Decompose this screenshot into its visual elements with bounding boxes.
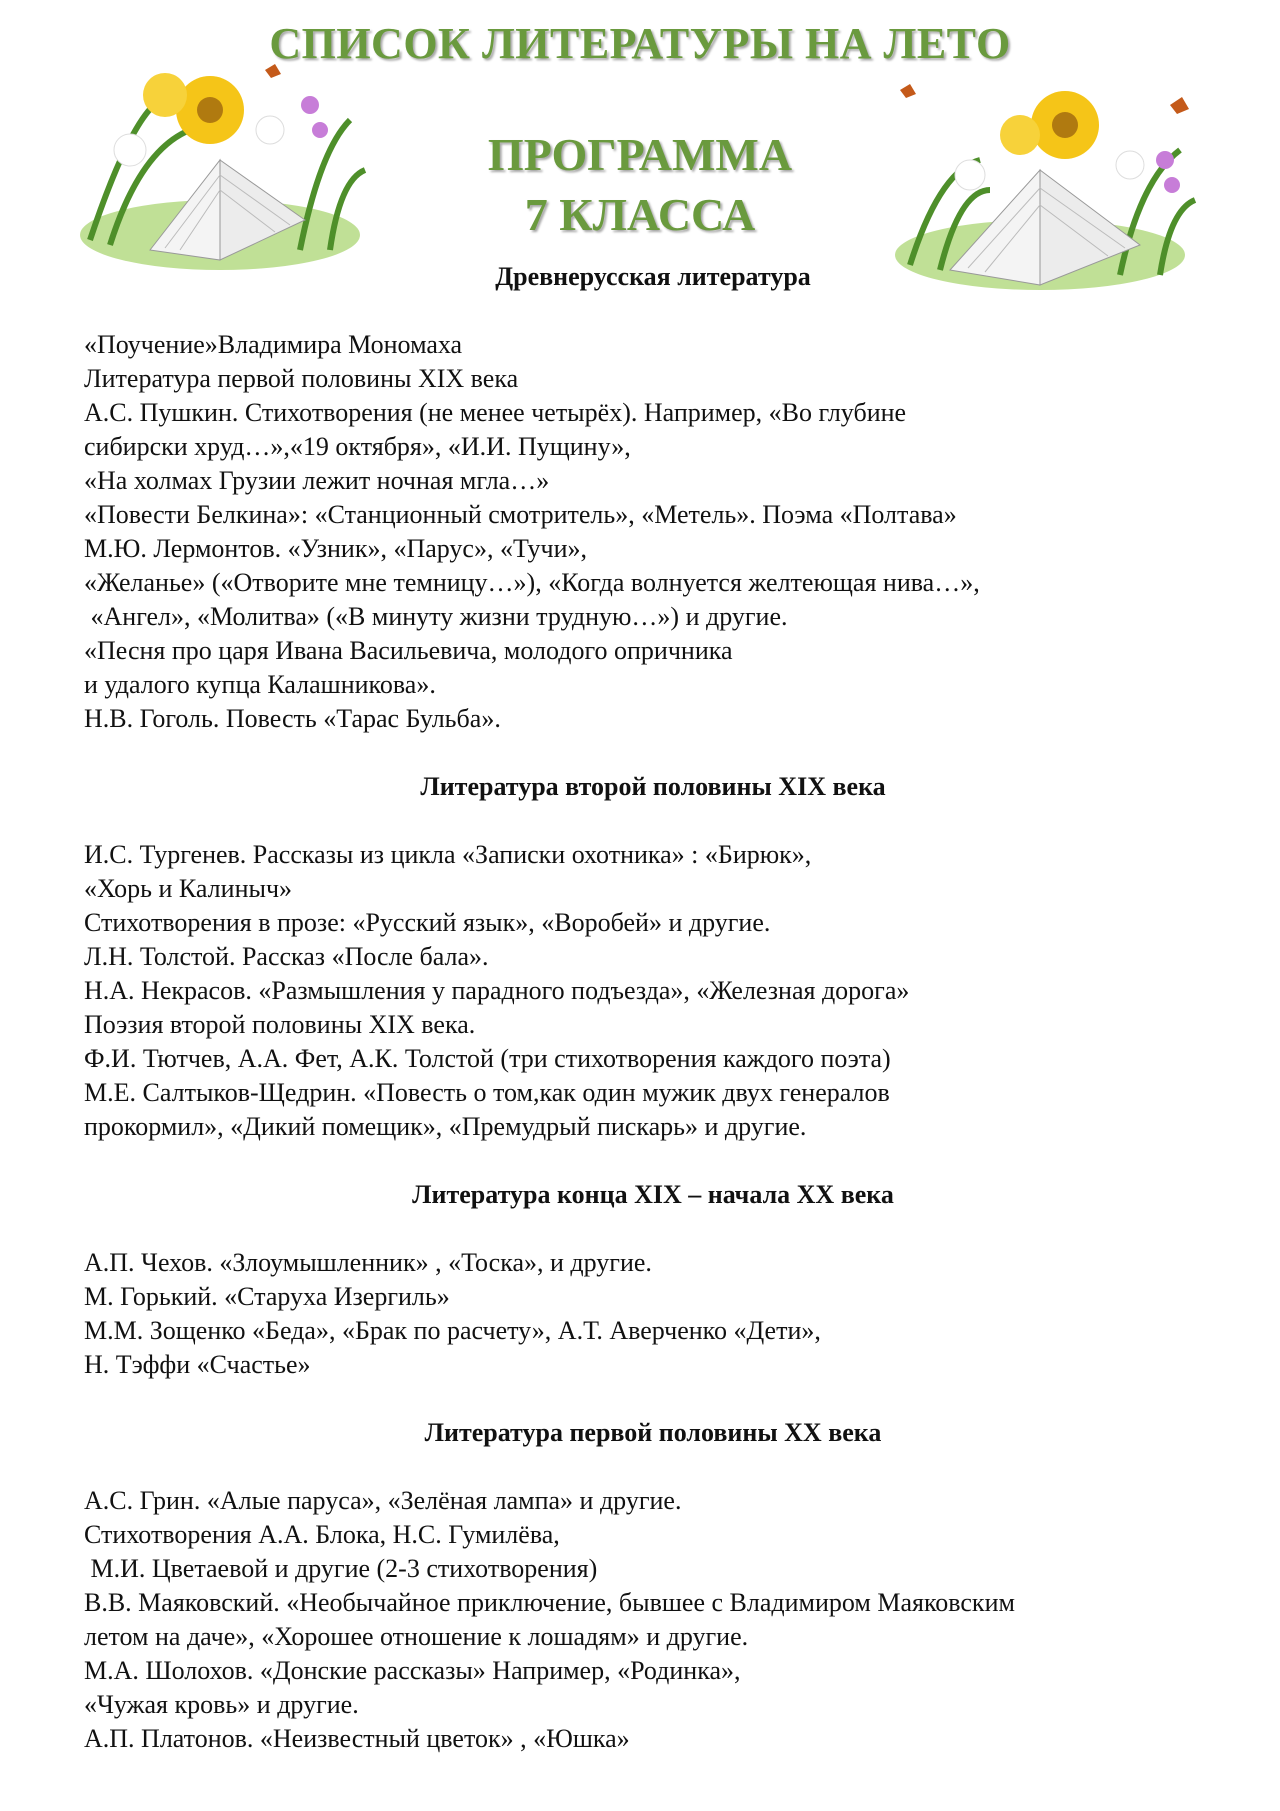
- list-item: Н.В. Гоголь. Повесть «Тарас Бульба».: [84, 704, 501, 733]
- section-title: Литература первой половины XX века: [424, 1418, 882, 1447]
- section: [84, 1180, 1250, 1382]
- list-item: М.М. Зощенко «Беда», «Брак по расчету», А.Т. Аверченко «Дети»,: [84, 1316, 821, 1345]
- list-item: А.С. Грин. «Алые паруса», «Зелёная лампа» и другие.: [84, 1486, 682, 1515]
- list-item: И.С. Тургенев. Рассказы из цикла «Записки охотника» : «Бирюк»,: [84, 840, 812, 869]
- subtitle-line-2: 7 КЛАССА: [524, 189, 756, 240]
- page-subtitle: [0, 125, 1280, 245]
- list-item: «Чужая кровь» и другие.: [84, 1690, 359, 1719]
- list-item: «Желанье» («Отворите мне темницу…»), «Когда волнуется желтеющая нива…»,: [84, 568, 980, 597]
- list-item: «На холмах Грузии лежит ночная мгла…»: [84, 466, 550, 495]
- list-item: прокормил», «Дикий помещик», «Премудрый пискарь» и другие.: [84, 1112, 807, 1141]
- section-title: Литература конца XIX – начала XX века: [412, 1180, 894, 1209]
- list-item: М.А. Шолохов. «Донские рассказы» Например, «Родинка»,: [84, 1656, 741, 1685]
- list-item: А.С. Пушкин. Стихотворения (не менее четырёх). Например, «Во глубине: [84, 398, 907, 427]
- section: [84, 772, 1250, 1144]
- list-item: Стихотворения в прозе: «Русский язык», «Воробей» и другие.: [84, 908, 771, 937]
- subtitle-line-1: ПРОГРАММА: [487, 129, 793, 180]
- list-item: «Повести Белкина»: «Станционный смотритель», «Метель». Поэма «Полтава»: [84, 500, 957, 529]
- list-item: Н. Тэффи «Счастье»: [84, 1350, 311, 1379]
- list-item: М.И. Цветаевой и другие (2-3 стихотворения): [84, 1554, 598, 1583]
- section-title: Древнерусская литература: [495, 262, 811, 291]
- reading-list: [84, 262, 1250, 1792]
- list-item: Поэзия второй половины XIX века.: [84, 1010, 476, 1039]
- list-item: Литература первой половины XIX века: [84, 364, 519, 393]
- page-header: [0, 0, 1280, 290]
- list-item: Ф.И. Тютчев, А.А. Фет, А.К. Толстой (три стихотворения каждого поэта): [84, 1044, 891, 1073]
- list-item: В.В. Маяковский. «Необычайное приключение, бывшее с Владимиром Маяковским: [84, 1588, 1015, 1617]
- list-item: М.Ю. Лермонтов. «Узник», «Парус», «Тучи»,: [84, 534, 588, 563]
- page-title: СПИСОК ЛИТЕРАТУРЫ НА ЛЕТО: [269, 19, 1011, 68]
- list-item: А.П. Платонов. «Неизвестный цветок» , «Юшка»: [84, 1724, 630, 1753]
- list-item: летом на даче», «Хорошее отношение к лошадям» и другие.: [84, 1622, 749, 1651]
- section: [84, 1418, 1250, 1756]
- list-item: «Поучение»Владимира Мономаха: [84, 330, 463, 359]
- list-item: Н.А. Некрасов. «Размышления у парадного подъезда», «Железная дорога»: [84, 976, 910, 1005]
- list-item: М.Е. Салтыков-Щедрин. «Повесть о том,как один мужик двух генералов: [84, 1078, 890, 1107]
- list-item: А.П. Чехов. «Злоумышленник» , «Тоска», и другие.: [84, 1248, 652, 1277]
- list-item: Л.Н. Толстой. Рассказ «После бала».: [84, 942, 489, 971]
- list-item: и удалого купца Калашникова».: [84, 670, 436, 699]
- list-item: «Ангел», «Молитва» («В минуту жизни трудную…») и другие.: [84, 602, 788, 631]
- list-item: «Песня про царя Ивана Васильевича, молодого опричника: [84, 636, 733, 665]
- section: [84, 262, 1250, 736]
- section-title: Литература второй половины XIX века: [420, 772, 886, 801]
- list-item: М. Горький. «Старуха Изергиль»: [84, 1282, 450, 1311]
- list-item: «Хорь и Калиныч»: [84, 874, 293, 903]
- list-item: сибирски хруд…»,«19 октября», «И.И. Пущину»,: [84, 432, 631, 461]
- list-item: Стихотворения А.А. Блока, Н.С. Гумилёва,: [84, 1520, 560, 1549]
